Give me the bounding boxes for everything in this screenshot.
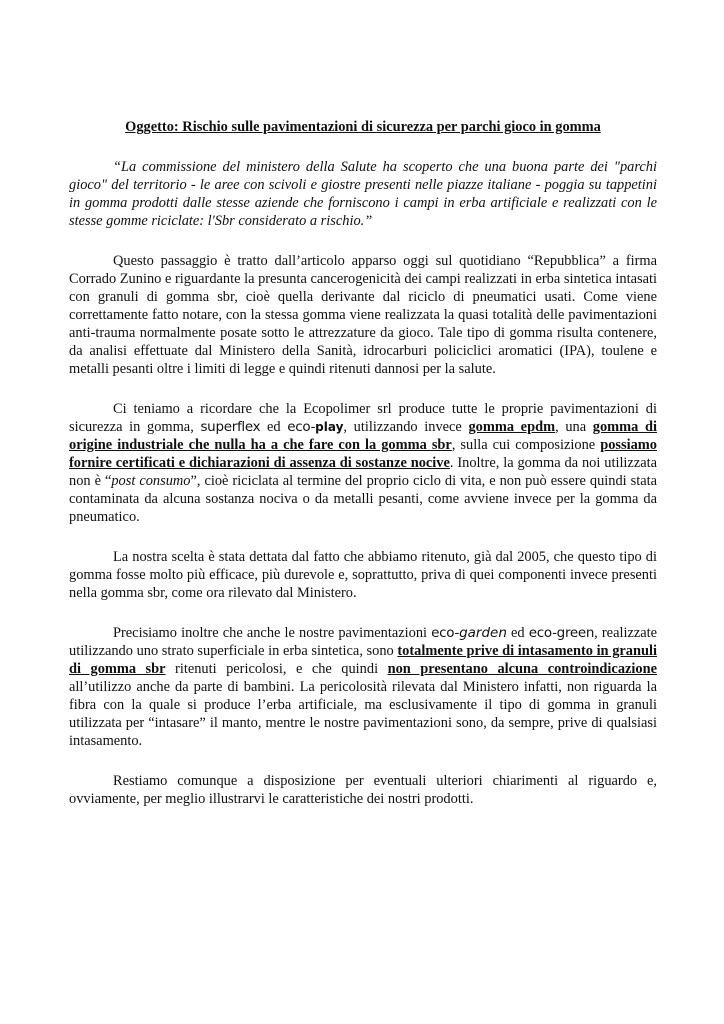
emphasis-controindicazione: non presentano alcuna controindicazione — [387, 661, 657, 677]
brand-eco-play-prefix: eco- — [287, 419, 316, 435]
emphasis-prive-intasamento: totalmente prive di intasamento in granuli di gomma sbr — [69, 643, 657, 677]
brand-eco-green: eco-green — [528, 625, 595, 641]
paragraph-article-summary: Questo passaggio è tratto dall’articolo apparso oggi sul quotidiano “Repubblica” a firma Corrado Zunino e riguardante la presunta cancerogenicità dei campi realizzati in erba sintetica intasati con granuli di gomma sbr, cioè quella derivante dal riciclo di pneumatici usati. Come viene correttamente fatto notare, con la stessa gomma viene realizzata la quasi totalità delle pavimentazioni anti-trauma normalmente posate sotto le attrezzature da gioco. Tale tipo di gomma risulta contenere, da analisi effettuate dal Ministero della Sanità, idrocarburi policiclici aromatici (IPA), toulene e metalli pesanti oltre i limiti di legge e quindi ritenuti dannosi per la salute. — [69, 253, 657, 377]
paragraph-ecopolimer-products: Ci teniamo a ricordare che la Ecopolimer srl produce tutte le proprie pavimentazioni di sicurezza in gomma, superflex ed eco-play, utilizzando invece gomma epdm, una gomma di origine industriale che nulla ha a che fare con la gomma sbr, sulla cui composizione possiamo fornire certificati e dichiarazioni di assenza di sostanze nocive. Inoltre, la gomma da noi utilizzata non è “post consumo”, cioè riciclata al termine del proprio ciclo di vita, e non può essere quindi stata contaminata da alcuna sostanza nociva o da metalli pesanti, come avviene invece per la gomma da pneumatico. — [69, 401, 658, 525]
brand-eco-garden-prefix: eco- — [431, 625, 460, 641]
emphasis-gomma-epdm: gomma epdm — [468, 419, 556, 435]
emphasis-certificati: possiamo fornire certificati e dichiarazioni di assenza di sostanze nocive — [69, 437, 657, 471]
paragraph-closing: Restiamo comunque a disposizione per eventuali ulteriori chiarimenti al riguardo e, ovviamente, per meglio illustrarvi le caratteristiche dei nostri prodotti. — [69, 773, 657, 807]
document-title: Oggetto: Rischio sulle pavimentazioni di sicurezza per parchi gioco in gomma — [125, 119, 601, 135]
paragraph-erba-sintetica: Precisiamo inoltre che anche le nostre pavimentazioni eco-garden ed eco-green, realizzate utilizzando uno strato superficiale in erba sintetica, sono totalmente prive di intasamento in granuli di gomma sbr ritenuti pericolosi, e che quindi non presentano alcuna controindicazione all’utilizzo anche da parte di bambini. La pericolosità rilevata dal Ministero infatti, non riguarda la fibra con la quale si produce l’erba artificiale, ma esclusivamente il tipo di gomma in granuli utilizzata per “intasare” il manto, mentre le nostre pavimentazioni sono, da sempre, prive di qualsiasi intasamento. — [69, 625, 658, 749]
brand-eco-play-suffix: play — [315, 420, 344, 434]
document-page — [69, 118, 657, 830]
emphasis-origine-industriale: gomma di origine industriale che nulla ha a che fare con la gomma sbr — [69, 419, 657, 453]
emphasis-post-consumo: post consumo — [111, 473, 191, 489]
brand-eco-garden-suffix: garden — [459, 625, 507, 641]
quoted-excerpt: “La commissione del ministero della Salute ha scoperto che una buona parte dei "parchi gioco" del territorio - le aree con scivoli e giostre presenti nelle piazze italiane - poggia su tappetini in gomma prodotti dalle stesse aziende che forniscono i campi in erba artificiale e realizzati con le stesse gomme riciclate: l'Sbr considerato a rischio.” — [69, 159, 657, 229]
brand-superflex: superflex — [200, 419, 261, 435]
paragraph-scelta-2005: La nostra scelta è stata dettata dal fatto che abbiamo ritenuto, già dal 2005, che questo tipo di gomma fosse molto più efficace, più durevole e, soprattutto, priva di quei componenti invece presenti nella gomma sbr, come ora rilevato dal Ministero. — [69, 549, 657, 601]
